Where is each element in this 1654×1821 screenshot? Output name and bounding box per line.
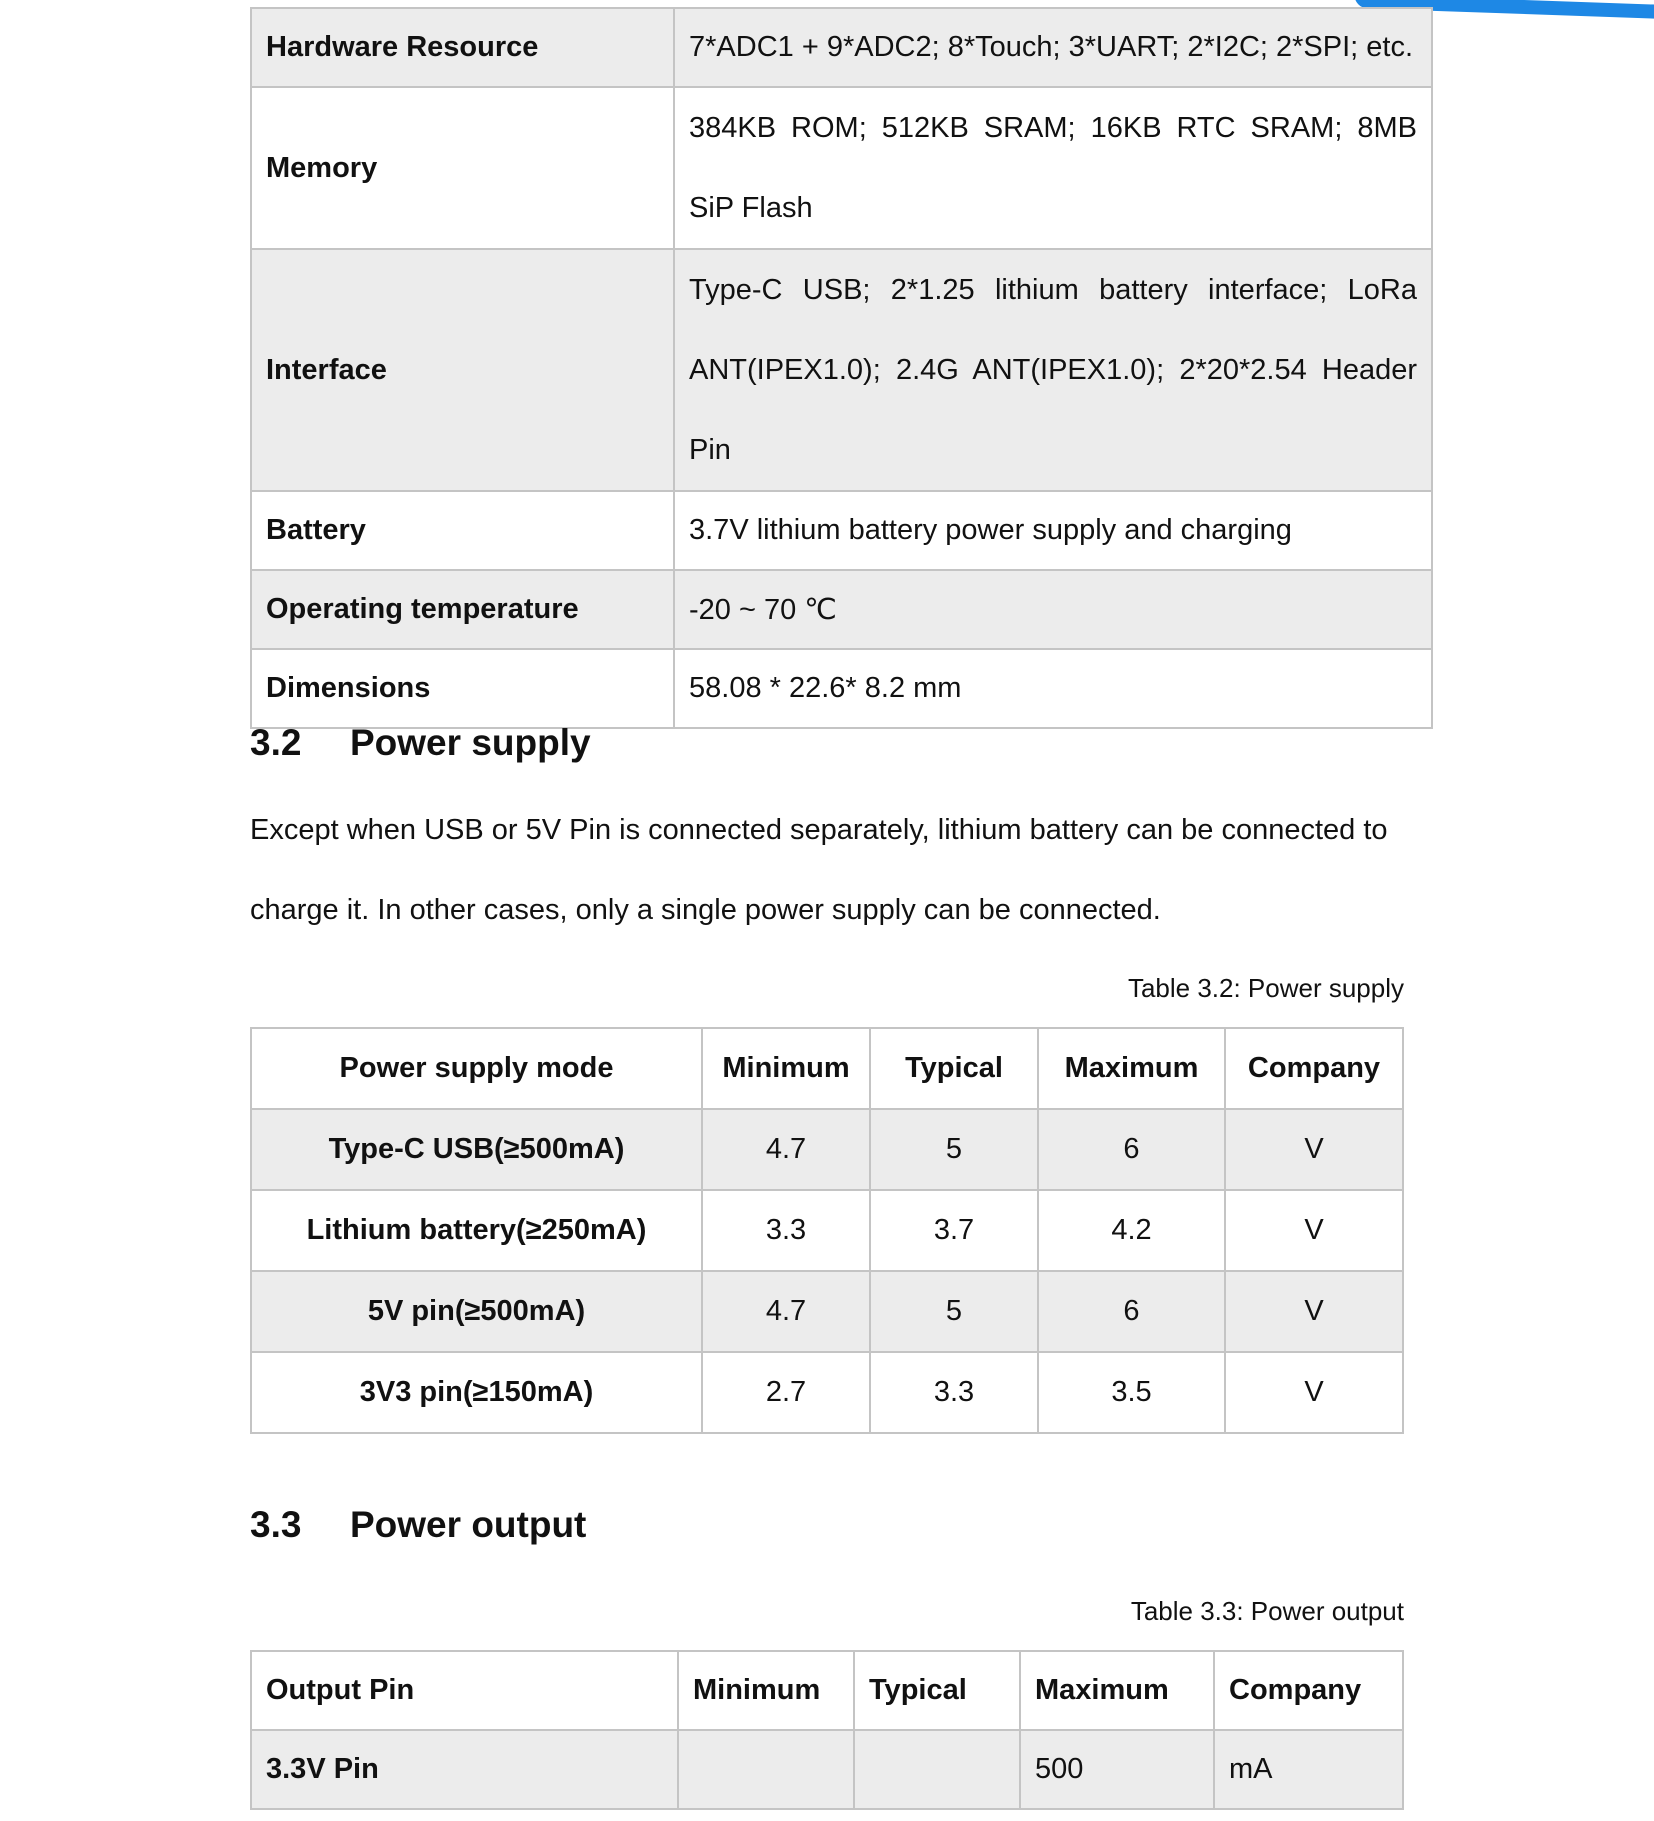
- table-header-row: [251, 1651, 1403, 1730]
- table-cell: mA: [1214, 1730, 1403, 1809]
- table-cell: 5: [870, 1271, 1038, 1352]
- spec-table: [250, 7, 1433, 729]
- table-cell: V: [1225, 1109, 1403, 1190]
- table-cell: 3.5: [1038, 1352, 1225, 1433]
- table-header-row: [251, 1028, 1403, 1109]
- section-title: Power output: [350, 1504, 587, 1545]
- table-cell: 6: [1038, 1271, 1225, 1352]
- table-cell: Type-C USB(≥500mA): [251, 1109, 702, 1190]
- column-header: Maximum: [1020, 1651, 1214, 1730]
- column-header: Minimum: [702, 1028, 870, 1109]
- section-number: 3.2: [250, 722, 302, 763]
- table-cell: 3V3 pin(≥150mA): [251, 1352, 702, 1433]
- power-supply-table: [250, 1027, 1404, 1434]
- section-heading-power-output: [250, 1504, 586, 1546]
- column-header: Power supply mode: [251, 1028, 702, 1109]
- table-cell: 3.3: [870, 1352, 1038, 1433]
- table-cell: Lithium battery(≥250mA): [251, 1190, 702, 1271]
- table-cell: 3.3: [702, 1190, 870, 1271]
- table-row: [251, 1190, 1403, 1271]
- table-caption: Table 3.3: Power output: [1130, 1596, 1404, 1626]
- table-row: [251, 8, 1432, 87]
- table-cell: 500: [1020, 1730, 1214, 1809]
- table-cell: [854, 1730, 1020, 1809]
- spec-value: Type-C USB; 2*1.25 lithium battery interface; LoRa ANT(IPEX1.0); 2.4G ANT(IPEX1.0); 2*20*2.54 Header Pin: [674, 249, 1432, 491]
- table-row: [251, 491, 1432, 570]
- spec-key: Hardware Resource: [251, 8, 674, 87]
- spec-value: 384KB ROM; 512KB SRAM; 16KB RTC SRAM; 8MB SiP Flash: [674, 87, 1432, 249]
- column-header: Typical: [854, 1651, 1020, 1730]
- table-row: [251, 1271, 1403, 1352]
- table-cell: 6: [1038, 1109, 1225, 1190]
- table-cell: V: [1225, 1352, 1403, 1433]
- table-cell: V: [1225, 1190, 1403, 1271]
- table-row: [251, 249, 1432, 491]
- spec-key: Battery: [251, 491, 674, 570]
- table-cell: 2.7: [702, 1352, 870, 1433]
- table-row: [251, 649, 1432, 728]
- spec-key: Memory: [251, 87, 674, 249]
- table-cell: 3.7: [870, 1190, 1038, 1271]
- power-output-table: [250, 1650, 1404, 1810]
- spec-value: 3.7V lithium battery power supply and charging: [674, 491, 1432, 570]
- section-number: 3.3: [250, 1504, 302, 1545]
- column-header: Company: [1214, 1651, 1403, 1730]
- spec-value: 58.08 * 22.6* 8.2 mm: [674, 649, 1432, 728]
- table-cell: 3.3V Pin: [251, 1730, 678, 1809]
- spec-value: -20 ~ 70 ℃: [674, 570, 1432, 649]
- table-row: [251, 87, 1432, 249]
- table-cell: 4.2: [1038, 1190, 1225, 1271]
- column-header: Output Pin: [251, 1651, 678, 1730]
- table-row: [251, 1109, 1403, 1190]
- column-header: Maximum: [1038, 1028, 1225, 1109]
- table-cell: 4.7: [702, 1271, 870, 1352]
- spec-key: Dimensions: [251, 649, 674, 728]
- table-cell: 5V pin(≥500mA): [251, 1271, 702, 1352]
- table-cell: [678, 1730, 854, 1809]
- column-header: Typical: [870, 1028, 1038, 1109]
- table-cell: V: [1225, 1271, 1403, 1352]
- spec-value: 7*ADC1 + 9*ADC2; 8*Touch; 3*UART; 2*I2C; 2*SPI; etc.: [674, 8, 1432, 87]
- table-row: [251, 1352, 1403, 1433]
- column-header: Company: [1225, 1028, 1403, 1109]
- column-header: Minimum: [678, 1651, 854, 1730]
- table-cell: 4.7: [702, 1109, 870, 1190]
- table-caption: Table 3.2: Power supply: [1127, 973, 1404, 1003]
- table-row: [251, 1730, 1403, 1809]
- spec-key: Interface: [251, 249, 674, 491]
- table-cell: 5: [870, 1109, 1038, 1190]
- section-title: Power supply: [350, 722, 591, 763]
- power-supply-paragraph: Except when USB or 5V Pin is connected separately, lithium battery can be connected to charge it. In other cases, only a single power supply can be connected.: [250, 814, 1388, 926]
- section-heading-power-supply: [250, 722, 591, 764]
- spec-key: Operating temperature: [251, 570, 674, 649]
- table-row: [251, 570, 1432, 649]
